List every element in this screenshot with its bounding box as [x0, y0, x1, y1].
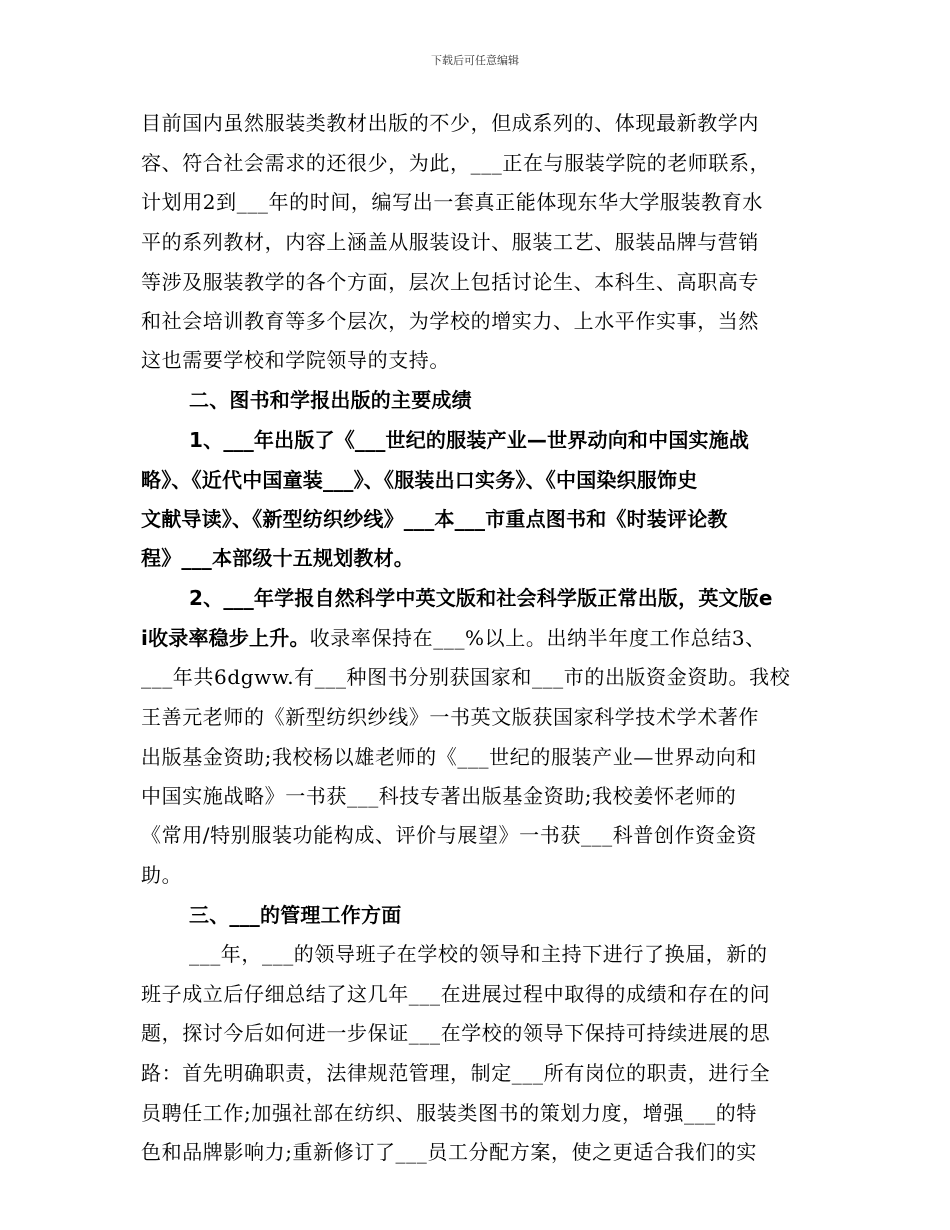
paragraph-line: 平的系列教材，内容上涵盖从服装设计、服装工艺、服装品牌与营销	[141, 230, 759, 254]
section-heading: 二、图书和学报出版的主要成绩	[189, 388, 472, 412]
bold-paragraph-line: 程》___本部级十五规划教材。	[141, 546, 414, 570]
paragraph-line	[141, 625, 766, 651]
paragraph-line: 容、符合社会需求的还很少，为此，___正在与服装学院的老师联系，	[141, 151, 771, 175]
paragraph-line: 王善元老师的《新型纺织纱线》一书英文版获国家科学技术学术著作	[141, 705, 759, 729]
paragraph-line: 和社会培训教育等多个层次，为学校的增实力、上水平作实事，当然	[141, 309, 759, 333]
paragraph-line: 中国实施战略》一书获___科技专著出版基金资助;我校姜怀老师的	[141, 784, 737, 808]
paragraph-line: 路：首先明确职责，法律规范管理，制定___所有岗位的职责，进行全	[141, 1061, 771, 1085]
paragraph-line: 目前国内虽然服装类教材出版的不少，但成系列的、体现最新教学内	[141, 111, 759, 135]
bold-fragment: i收录率稳步上升。	[141, 626, 310, 650]
bold-paragraph-line: 略》、《近代中国童装___》、《服装出口实务》、《中国染织服饰史	[141, 468, 698, 492]
bold-paragraph-line: 1、___年出版了《___世纪的服装产业—世界动向和中国实施战	[189, 428, 750, 452]
paragraph-line: 等涉及服装教学的各个方面，层次上包括讨论生、本科生、高职高专	[141, 270, 759, 294]
paragraph-line: 出版基金资助;我校杨以雄老师的《___世纪的服装产业—世界动向和	[141, 745, 757, 769]
paragraph-line: 班子成立后仔细总结了这几年___在进展过程中取得的成绩和存在的问	[141, 982, 771, 1006]
paragraph-line: 助。	[141, 863, 183, 887]
bold-paragraph-line: 文献导读》、《新型纺织纱线》___本___市重点图书和《时装评论教	[141, 507, 728, 531]
paragraph-line: 题，探讨今后如何进一步保证___在学校的领导下保持可持续进展的思	[141, 1021, 771, 1045]
paragraph-line: 计划用2到___年的时间，编写出一套真正能体现东华大学服装教育水	[141, 190, 763, 214]
paragraph-line: 色和品牌影响力;重新修订了___员工分配方案，使之更适合我们的实	[141, 1140, 757, 1164]
page-header: 下载后可任意编辑	[431, 54, 519, 67]
section-heading: 三、___的管理工作方面	[189, 903, 402, 927]
paragraph-line: 员聘任工作;加强社部在纺织、服装类图书的策划力度，增强___的特	[141, 1101, 757, 1125]
bold-paragraph-line: 2、___年学报自然科学中英文版和社会科学版正常出版，英文版e	[189, 586, 773, 610]
paragraph-line: ___年，___的领导班子在学校的领导和主持下进行了换届，新的	[189, 942, 768, 966]
paragraph-fragment: 收录率保持在___%以上。出纳半年度工作总结3、	[309, 626, 766, 650]
paragraph-line: 《常用/特别服装功能构成、评价与展望》一书获___科普创作资金资	[141, 823, 757, 847]
paragraph-line: ___年共6dgww.有___种图书分别获国家和___市的出版资金资助。我校	[141, 665, 791, 689]
paragraph-line: 这也需要学校和学院领导的支持。	[141, 348, 450, 372]
